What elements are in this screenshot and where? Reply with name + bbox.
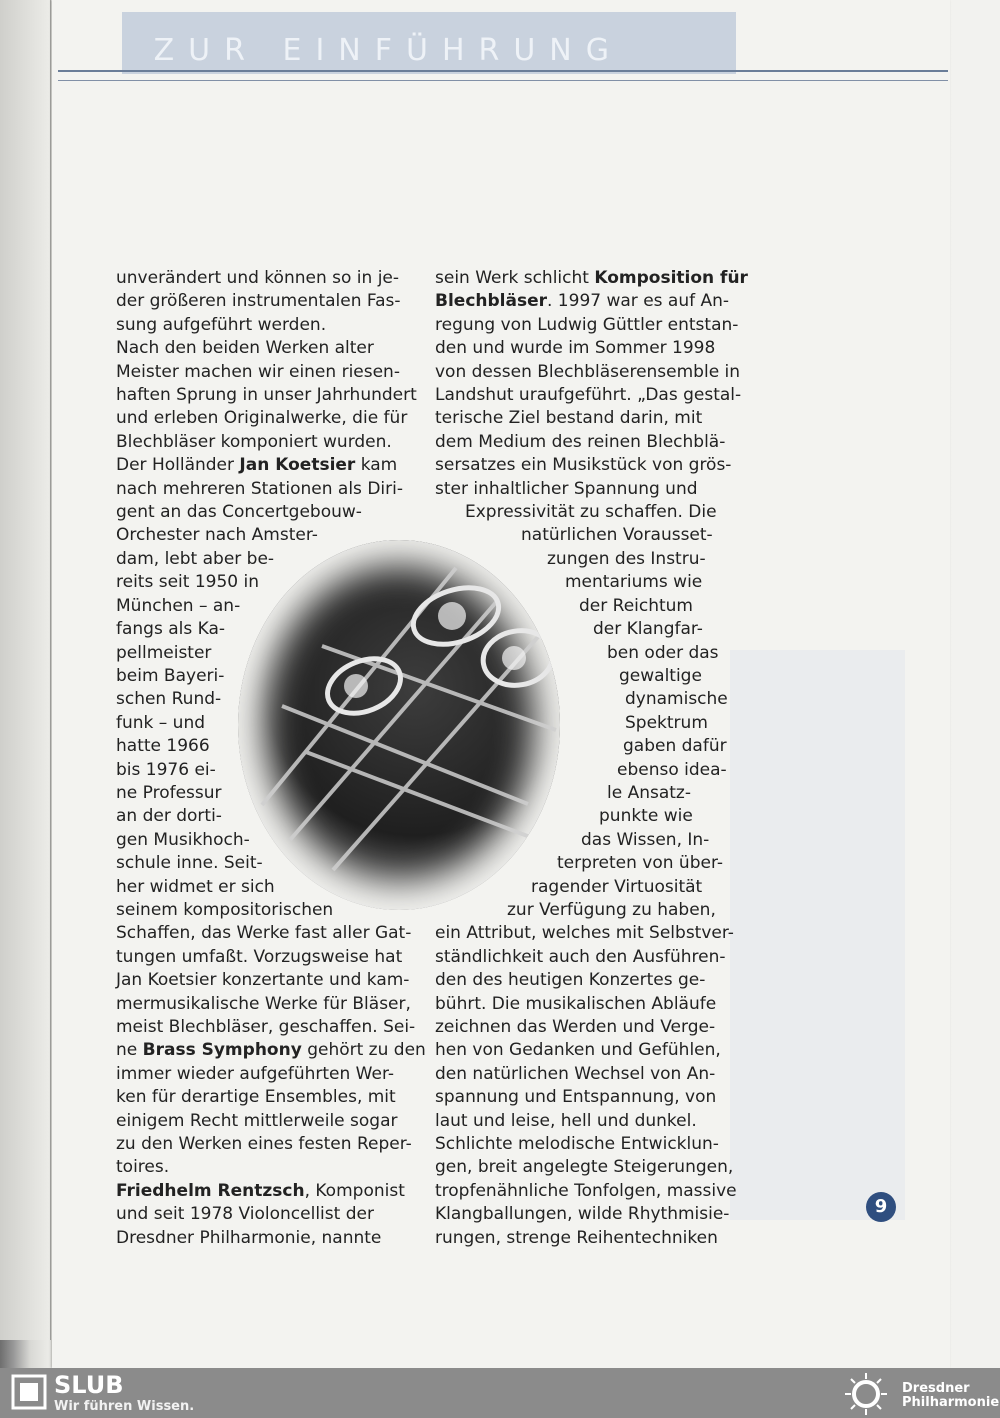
text: den und wurde im Sommer 1998 bbox=[435, 338, 716, 359]
text: fangs als Ka- bbox=[116, 619, 226, 640]
text-line bbox=[116, 478, 408, 501]
text-line bbox=[435, 267, 748, 290]
text: le Ansatz- bbox=[607, 782, 691, 803]
previous-page-edge bbox=[0, 0, 51, 1340]
text-line bbox=[116, 267, 408, 290]
text-line bbox=[435, 1086, 727, 1109]
orchestra-name-line-2: Philharmonie bbox=[902, 1395, 1000, 1410]
text: seinem kompositorischen bbox=[116, 899, 334, 920]
text: München – an- bbox=[116, 595, 241, 616]
text-line bbox=[599, 805, 891, 828]
text: Expressivität zu schaffen. Die bbox=[465, 502, 717, 523]
text-line bbox=[116, 407, 408, 430]
section-header-title: ZUR EINFÜHRUNG bbox=[154, 33, 624, 68]
bold-text: Brass Symphony bbox=[142, 1040, 302, 1061]
text: zungen des Instru- bbox=[547, 548, 706, 569]
text: tropfenähnliche Tonfolgen, massive bbox=[435, 1180, 737, 1201]
text-line bbox=[435, 993, 727, 1016]
text: ein Attribut, welches mit Selbstver- bbox=[435, 923, 734, 944]
text: Dresdner Philharmonie, nannte bbox=[116, 1227, 382, 1248]
text-line bbox=[435, 1180, 737, 1203]
text: von dessen Blechbläserensemble in bbox=[435, 361, 741, 382]
text-line bbox=[116, 337, 408, 360]
text-line bbox=[116, 1110, 408, 1133]
bold-text: Jan Koetsier bbox=[239, 455, 356, 476]
text-line bbox=[116, 805, 408, 828]
text-line bbox=[507, 899, 799, 922]
text: Spektrum bbox=[625, 712, 708, 733]
text: Orchester nach Amster- bbox=[116, 525, 318, 546]
text-line bbox=[116, 642, 408, 665]
text-line bbox=[619, 665, 911, 688]
text: sein Werk schlicht bbox=[435, 268, 595, 288]
text-line bbox=[116, 454, 408, 477]
text-line bbox=[625, 712, 917, 735]
text: reits seit 1950 in bbox=[116, 572, 259, 593]
text: dam, lebt aber be- bbox=[116, 548, 275, 569]
text: ne Professur bbox=[116, 782, 222, 803]
text: ken für derartige Ensembles, mit bbox=[116, 1087, 396, 1108]
text-line bbox=[116, 922, 412, 945]
text-line bbox=[116, 431, 408, 454]
text: ragender Virtuosität bbox=[531, 876, 703, 897]
bold-text: Blechbläser bbox=[435, 291, 547, 312]
text-line bbox=[435, 1133, 727, 1156]
text: unverändert und können so in je- bbox=[116, 268, 400, 288]
text: Jan Koetsier konzertante und kam- bbox=[116, 970, 410, 991]
bold-text: Friedhelm Rentzsch bbox=[116, 1180, 305, 1201]
bold-text: Komposition für bbox=[594, 268, 748, 288]
text: zur Verfügung zu haben, bbox=[507, 899, 716, 920]
text: terische Ziel bestand darin, mit bbox=[435, 408, 703, 429]
text-line bbox=[435, 314, 739, 337]
text-line bbox=[116, 361, 408, 384]
text-line bbox=[435, 337, 727, 360]
text: nach mehreren Stationen als Diri- bbox=[116, 478, 403, 499]
text: Landshut uraufgeführt. „Das gestal- bbox=[435, 385, 742, 406]
text: gaben dafür bbox=[623, 736, 727, 757]
text-line bbox=[521, 524, 813, 547]
text: dem Medium des reinen Blechblä- bbox=[435, 431, 726, 452]
text: gen, breit angelegte Steigerungen, bbox=[435, 1157, 734, 1178]
dresdner-philharmonie-logo-icon bbox=[842, 1372, 890, 1416]
text: einigem Recht mittlerweile sogar bbox=[116, 1110, 398, 1131]
text-line bbox=[565, 571, 857, 594]
text-line bbox=[435, 1039, 727, 1062]
text-line bbox=[435, 384, 742, 407]
text: , Komponist bbox=[304, 1180, 405, 1201]
text-line bbox=[116, 1016, 416, 1039]
text-line bbox=[116, 876, 408, 899]
text: funk – und bbox=[116, 712, 206, 733]
text: Blechbläser komponiert wurden. bbox=[116, 431, 392, 452]
text: ne bbox=[116, 1040, 143, 1061]
text-line bbox=[116, 852, 408, 875]
text: immer wieder aufgeführten Wer- bbox=[116, 1063, 394, 1084]
text-line bbox=[435, 1203, 730, 1226]
text: schule inne. Seit- bbox=[116, 853, 263, 874]
text-line bbox=[607, 642, 899, 665]
text-line bbox=[581, 829, 873, 852]
text-line bbox=[435, 361, 741, 384]
text-line bbox=[623, 735, 915, 758]
left-text-column bbox=[116, 267, 426, 1250]
text-line bbox=[116, 384, 417, 407]
text: natürlichen Vorausset- bbox=[521, 525, 713, 546]
text: meist Blechbläser, geschaffen. Sei- bbox=[116, 1017, 416, 1037]
text: das Wissen, In- bbox=[581, 829, 710, 850]
text-line bbox=[116, 524, 408, 547]
slub-tagline: Wir führen Wissen. bbox=[54, 1399, 195, 1414]
text-line bbox=[116, 946, 408, 969]
text: den natürlichen Wechsel von An- bbox=[435, 1063, 716, 1084]
orchestra-name bbox=[902, 1382, 999, 1410]
text: ben oder das bbox=[607, 642, 719, 663]
text-line bbox=[116, 618, 408, 641]
text: gent an das Concertgebouw- bbox=[116, 502, 362, 523]
text-line bbox=[547, 548, 839, 571]
text: rungen, strenge Reihentechniken bbox=[435, 1227, 718, 1248]
text: hatte 1966 bbox=[116, 736, 210, 757]
text-line bbox=[116, 1180, 408, 1203]
text-line bbox=[435, 1063, 727, 1086]
text: Der Holländer bbox=[116, 455, 240, 476]
text: ster inhaltlicher Spannung und bbox=[435, 478, 698, 499]
text-line bbox=[116, 1203, 408, 1226]
text: regung von Ludwig Güttler entstan- bbox=[435, 314, 739, 335]
text-line bbox=[116, 969, 408, 992]
text-line bbox=[435, 407, 727, 430]
text: und erleben Originalwerke, die für bbox=[116, 408, 408, 429]
text: dynamische bbox=[625, 689, 728, 710]
text: mermusikalische Werke für Bläser, bbox=[116, 993, 411, 1014]
text: und seit 1978 Violoncellist der bbox=[116, 1204, 374, 1225]
text: spannung und Entspannung, von bbox=[435, 1087, 717, 1108]
slub-logo-icon bbox=[10, 1373, 48, 1411]
text-line bbox=[116, 1227, 408, 1250]
text-line bbox=[116, 1133, 412, 1156]
text-line bbox=[435, 1156, 734, 1179]
text-line bbox=[617, 759, 909, 782]
text: schen Rund- bbox=[116, 689, 222, 710]
text: mentariums wie bbox=[565, 572, 703, 593]
text-line bbox=[116, 899, 408, 922]
text-line bbox=[116, 735, 408, 758]
text: tungen umfaßt. Vorzugsweise hat bbox=[116, 946, 403, 967]
text-line bbox=[116, 993, 411, 1016]
text: ebenso idea- bbox=[617, 759, 727, 780]
text: her widmet er sich bbox=[116, 876, 275, 897]
text-line bbox=[435, 290, 730, 313]
text-line bbox=[435, 922, 734, 945]
text-line bbox=[435, 969, 727, 992]
text: beim Bayeri- bbox=[116, 665, 225, 686]
text-line bbox=[557, 852, 849, 875]
text: . 1997 war es auf An- bbox=[547, 291, 730, 312]
text: Meister machen wir einen riesen- bbox=[116, 361, 400, 382]
text-line bbox=[116, 501, 408, 524]
text-line bbox=[625, 688, 917, 711]
text-line bbox=[435, 454, 732, 477]
text: pellmeister bbox=[116, 642, 212, 663]
text: bis 1976 ei- bbox=[116, 759, 216, 780]
text: Schlichte melodische Entwicklun- bbox=[435, 1134, 719, 1155]
text: zeichnen das Werden und Verge- bbox=[435, 1017, 716, 1037]
section-header bbox=[122, 12, 736, 74]
text-line bbox=[116, 759, 408, 782]
right-text-column bbox=[435, 267, 748, 1250]
text-line bbox=[116, 314, 408, 337]
text-line bbox=[116, 712, 408, 735]
text: hen von Gedanken und Gefühlen, bbox=[435, 1040, 721, 1061]
text: punkte wie bbox=[599, 806, 693, 827]
text-line bbox=[116, 595, 408, 618]
text-line bbox=[116, 1086, 408, 1109]
text-line bbox=[435, 478, 727, 501]
text-line bbox=[116, 1156, 408, 1179]
text-line bbox=[435, 1227, 727, 1250]
text: Nach den beiden Werken alter bbox=[116, 338, 374, 359]
text-line bbox=[593, 618, 885, 641]
text-line bbox=[579, 595, 871, 618]
text: zu den Werken eines festen Reper- bbox=[116, 1134, 412, 1155]
text: sersatzes ein Musikstück von grös- bbox=[435, 455, 732, 476]
text-line bbox=[116, 665, 408, 688]
text: gewaltige bbox=[619, 665, 702, 686]
text-line bbox=[116, 1039, 426, 1062]
text-line bbox=[116, 688, 408, 711]
text: gehört zu den bbox=[301, 1040, 426, 1061]
text-line bbox=[435, 946, 727, 969]
header-rule bbox=[58, 70, 948, 81]
text-line bbox=[465, 501, 757, 524]
text: der Klangfar- bbox=[593, 619, 703, 640]
text-line bbox=[435, 1110, 727, 1133]
text: Schaffen, das Werke fast aller Gat- bbox=[116, 923, 412, 944]
page-number: 9 bbox=[866, 1192, 896, 1222]
text: an der dorti- bbox=[116, 806, 222, 827]
text: laut und leise, hell und dunkel. bbox=[435, 1110, 697, 1131]
orchestra-name-line-1: Dresdner bbox=[902, 1381, 970, 1396]
text: terpreten von über- bbox=[557, 853, 723, 874]
text: ständlichkeit auch den Ausführen- bbox=[435, 946, 726, 967]
text-line bbox=[116, 829, 408, 852]
text-line bbox=[116, 571, 408, 594]
text: toires. bbox=[116, 1157, 170, 1178]
text-line bbox=[116, 782, 408, 805]
text-line bbox=[531, 876, 823, 899]
text-line bbox=[607, 782, 899, 805]
text-line bbox=[116, 290, 408, 313]
text: der Reichtum bbox=[579, 595, 693, 616]
text-line bbox=[435, 1016, 727, 1039]
text: den des heutigen Konzertes ge- bbox=[435, 970, 706, 991]
text: sung aufgeführt werden. bbox=[116, 314, 327, 335]
text-line bbox=[116, 548, 408, 571]
slub-name: SLUB bbox=[54, 1371, 124, 1399]
text: Klangballungen, wilde Rhythmisie- bbox=[435, 1204, 730, 1225]
text-line bbox=[435, 431, 727, 454]
text: gen Musikhoch- bbox=[116, 829, 250, 850]
text: bührt. Die musikalischen Abläufe bbox=[435, 993, 717, 1014]
text: der größeren instrumentalen Fas- bbox=[116, 291, 401, 312]
text: haften Sprung in unser Jahrhundert bbox=[116, 385, 417, 406]
text-line bbox=[116, 1063, 408, 1086]
text: kam bbox=[355, 455, 398, 476]
